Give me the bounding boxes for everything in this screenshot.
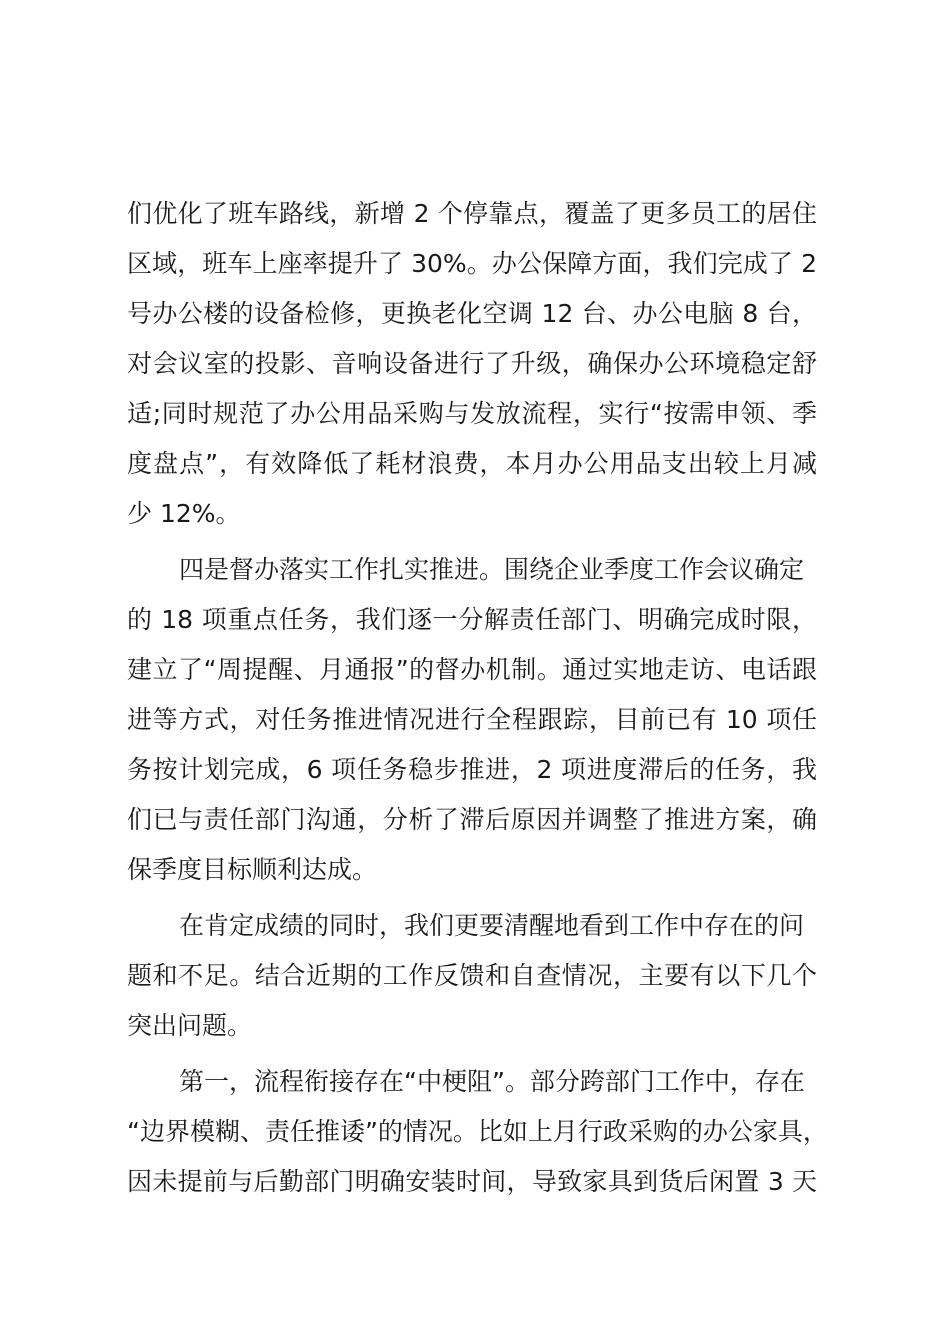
text-line: 的 18 项重点任务，我们逐一分解责任部门、明确完成时限， xyxy=(127,605,817,634)
text-line: 区域，班车上座率提升了 30%。办公保障方面，我们完成了 2 xyxy=(127,249,817,278)
text-line: 们已与责任部门沟通，分析了滞后原因并调整了推进方案，确 xyxy=(127,805,817,834)
text-line: 保季度目标顺利达成。 xyxy=(127,855,378,884)
text-line: 第一，流程衔接存在“中梗阻”。部分跨部门工作中，存在 xyxy=(179,1067,805,1096)
text-line: 务按计划完成，6 项任务稳步推进，2 项进度滞后的任务，我 xyxy=(127,755,817,784)
text-line: 度盘点”，有效降低了耗材浪费，本月办公用品支出较上月减 xyxy=(127,449,817,478)
text-line: 四是督办落实工作扎实推进。围绕企业季度工作会议确定 xyxy=(179,555,805,584)
text-line: 题和不足。结合近期的工作反馈和自查情况，主要有以下几个 xyxy=(127,961,817,990)
text-line: 进等方式，对任务推进情况进行全程跟踪，目前已有 10 项任 xyxy=(127,705,817,734)
text-line: 建立了“周提醒、月通报”的督办机制。通过实地走访、电话跟 xyxy=(127,655,817,684)
text-line: 号办公楼的设备检修，更换老化空调 12 台、办公电脑 8 台， xyxy=(127,299,817,328)
text-line: “边界模糊、责任推诿”的情况。比如上月行政采购的办公家具， xyxy=(127,1117,828,1146)
text-line: 适;同时规范了办公用品采购与发放流程，实行“按需申领、季 xyxy=(127,399,817,428)
text-line: 在肯定成绩的同时，我们更要清醒地看到工作中存在的问 xyxy=(179,911,805,940)
text-line: 们优化了班车路线，新增 2 个停靠点，覆盖了更多员工的居住 xyxy=(127,199,817,228)
text-line: 突出问题。 xyxy=(127,1011,253,1040)
text-line: 因未提前与后勤部门明确安装时间，导致家具到货后闲置 3 天 xyxy=(127,1167,817,1196)
text-line: 少 12%。 xyxy=(127,499,241,528)
text-line: 对会议室的投影、音响设备进行了升级，确保办公环境稳定舒 xyxy=(127,349,817,378)
